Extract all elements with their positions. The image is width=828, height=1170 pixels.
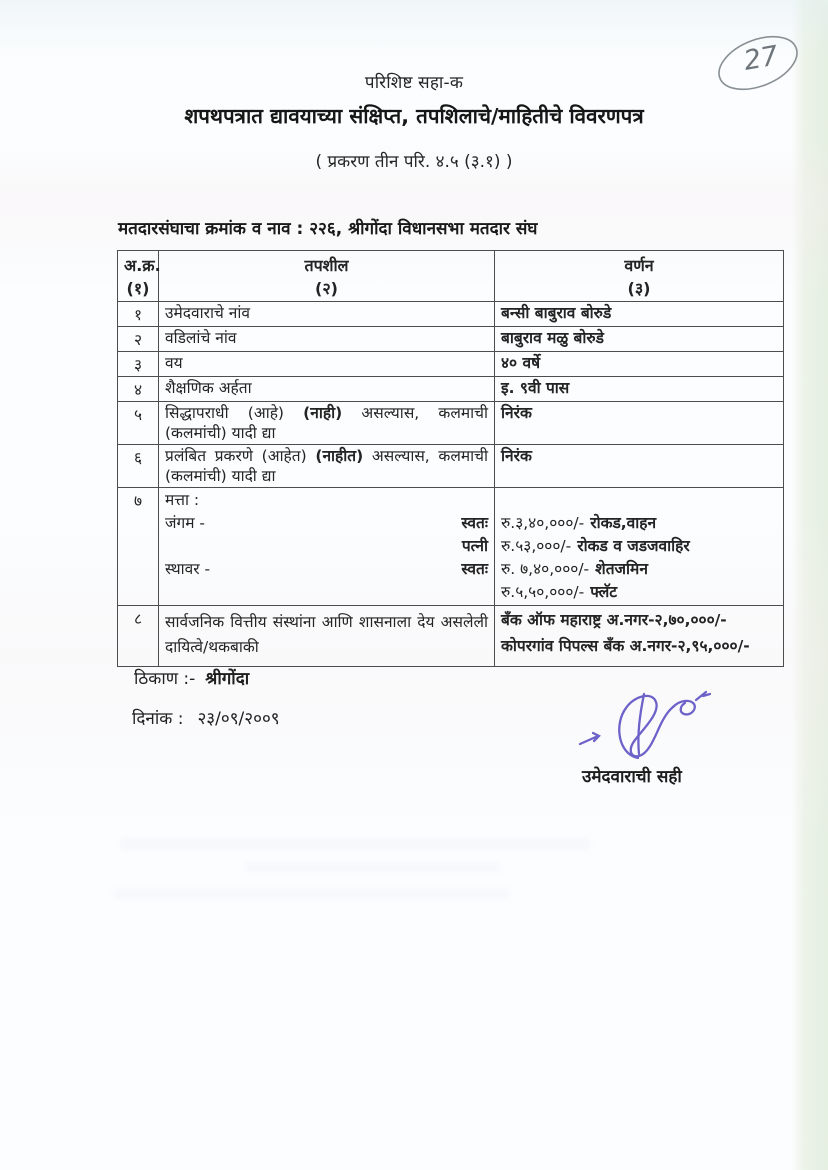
asset-items: शेतजमिन — [595, 560, 648, 579]
table-row-liabilities — [118, 606, 784, 667]
detail-text: प्रलंबित प्रकरणे (आहेत) — [165, 447, 316, 466]
col-header-serial-num: (१) — [126, 279, 150, 299]
row-value: इ. ९वी पास — [495, 377, 784, 402]
row-detail: उमेदवाराचे नांव — [159, 302, 495, 327]
asset-items: रोकड,वाहन — [590, 514, 657, 533]
amount: रु.५३,०००/- — [501, 537, 572, 556]
row-detail — [159, 445, 495, 488]
row-value: बाबुराव मळु बोरुडे — [495, 327, 784, 352]
assets-heading: मत्ता : — [165, 491, 200, 510]
row-value: निरंक — [495, 445, 784, 488]
date-label: दिनांक : — [132, 709, 184, 729]
bleedthrough-smudge — [120, 838, 590, 850]
bleedthrough-smudge — [114, 888, 509, 899]
col-header-description-num: (३) — [627, 279, 651, 299]
owner-label: स्वतः — [461, 560, 488, 579]
signature-label: उमेदवाराची सही — [582, 767, 682, 787]
row-value: ४० वर्षे — [495, 352, 784, 377]
signature-loop — [673, 701, 695, 714]
amount: रु. ७,४०,०००/- — [501, 560, 590, 579]
row-detail: सार्वजनिक वित्तीय संस्थांना आणि शासनाला देय असलेली दायित्वे/थकबाकी — [159, 606, 495, 667]
liability-line: कोपरगांव पिपल्स बँक अ.नगर-२,९५,०००/- — [501, 637, 750, 656]
row-serial: २ — [118, 327, 159, 352]
row-value: निरंक — [495, 402, 784, 445]
date-line — [132, 706, 280, 729]
signature-flourish — [619, 696, 673, 758]
place-label: ठिकाण :- — [134, 669, 196, 689]
row-serial: ४ — [118, 377, 159, 402]
immovable-label: स्थावर - — [165, 560, 211, 579]
row-serial: ८ — [118, 606, 159, 667]
asset-amount-line — [501, 512, 777, 535]
candidate-signature — [572, 686, 747, 766]
asset-items: फ्लॅट — [590, 583, 618, 602]
place-value: श्रीगोंदा — [205, 669, 250, 689]
owner-label: स्वतः — [461, 514, 488, 533]
row-value: बन्सी बाबुराव बोरुडे — [495, 302, 784, 327]
signature-tick-mark — [580, 733, 599, 744]
handwritten-page-number: 27 — [741, 40, 781, 77]
col-header-detail-label: तपशील — [304, 256, 349, 275]
col-header-detail-num: (२) — [315, 279, 338, 299]
row-serial: ३ — [118, 352, 159, 377]
detail-text-bold: (नाहीत) — [315, 447, 364, 466]
table-row-assets — [118, 488, 784, 606]
signature-end-flick — [696, 692, 710, 700]
col-header-serial-label: अ.क्र. — [124, 256, 161, 275]
detail-text: असल्यास, कलमाची (कलमांची) यादी द्या — [165, 404, 488, 443]
constituency-line: मतदारसंघाचा क्रमांक व नाव : २२६, श्रीगोंदा विधानसभा मतदार संघ — [118, 219, 538, 239]
asset-amount-line — [501, 535, 777, 558]
row-detail: शैक्षणिक अर्हता — [159, 377, 495, 402]
movable-label: जंगम - — [165, 514, 206, 533]
spacer-line — [501, 489, 777, 512]
table-row-age — [118, 352, 784, 377]
detail-text: असल्यास, कलमाची (कलमांची) यादी द्या — [165, 447, 488, 486]
signature-cross-stroke — [638, 694, 644, 754]
col-header-description-label: वर्णन — [624, 256, 654, 275]
bleedthrough-smudge — [245, 862, 500, 872]
row-detail: वय — [159, 352, 495, 377]
row-detail: वडिलांचे नांव — [159, 327, 495, 352]
owner-label: पत्नी — [461, 537, 488, 556]
document-title: शपथपत्रात द्यावयाच्या संक्षिप्त, तपशिलाचे/माहितीचे विवरणपत्र — [184, 104, 644, 128]
assets-value-cell — [495, 488, 784, 606]
liability-line: बँक ऑफ महाराष्ट्र अ.नगर-२,७०,०००/- — [501, 611, 727, 630]
row-serial: ६ — [118, 445, 159, 488]
assets-line-spouse — [165, 535, 488, 558]
assets-heading-line — [165, 489, 488, 512]
asset-amount-line — [501, 581, 777, 604]
asset-amount-line — [501, 558, 777, 581]
col-header-serial — [118, 251, 159, 302]
row-detail — [159, 402, 495, 445]
row-serial: १ — [118, 302, 159, 327]
detail-text-bold: (नाही) — [303, 404, 343, 423]
row-serial: ५ — [118, 402, 159, 445]
row-serial: ७ — [118, 488, 159, 606]
affidavit-summary-table — [117, 250, 784, 667]
table-row-education — [118, 377, 784, 402]
place-line — [134, 666, 249, 689]
liabilities-value-cell — [495, 606, 784, 667]
appendix-title: परिशिष्ट सहा-क — [364, 73, 464, 93]
table-row-convictions — [118, 402, 784, 445]
table-row-pending-cases — [118, 445, 784, 488]
document-subtitle: ( प्रकरण तीन परि. ४.५ (३.१) ) — [315, 152, 513, 172]
table-row-father-name — [118, 327, 784, 352]
amount: रु.३,४०,०००/- — [501, 514, 585, 533]
col-header-description — [495, 251, 784, 302]
assets-line-immovable — [165, 558, 488, 581]
asset-items: रोकड व जडजवाहिर — [577, 537, 690, 556]
detail-text: सिद्धापराधी (आहे) — [165, 404, 304, 423]
assets-detail-cell — [159, 488, 495, 606]
date-value: २३/०९/२००९ — [197, 709, 280, 729]
table-header-row — [118, 251, 784, 302]
amount: रु.५,५०,०००/- — [501, 583, 585, 602]
assets-line-movable — [165, 512, 488, 535]
col-header-detail — [159, 251, 495, 302]
table-row-candidate-name — [118, 302, 784, 327]
